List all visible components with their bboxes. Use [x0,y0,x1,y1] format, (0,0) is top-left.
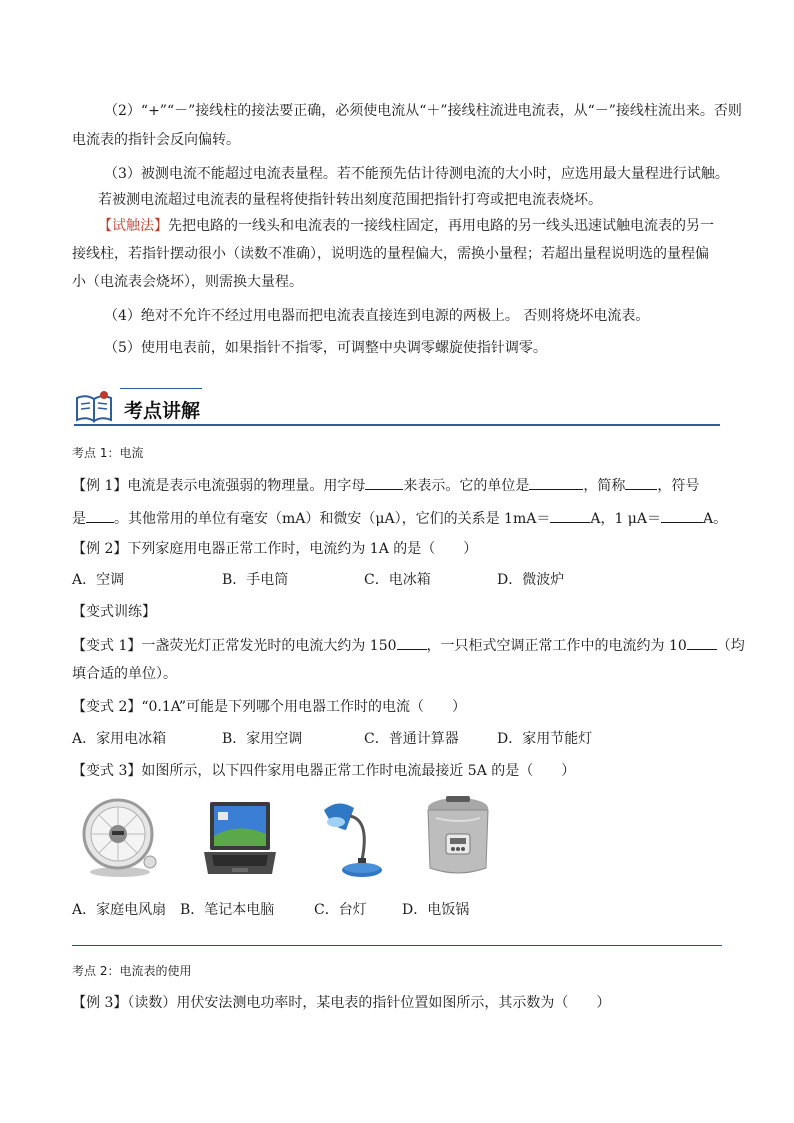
blank-unit[interactable] [529,475,583,490]
key-point-1-label: 考点 1：电流 [72,446,144,460]
example-1-line-2 [72,508,727,529]
example-1-text-d: ，符号 [657,478,700,494]
example-1-text-c: ，简称 [583,478,626,494]
variant-1-text-b: ，一只柜式空调正常工作中的电流约为 10 [426,638,687,654]
trial-method-line-3: 小（电流表会烧坏），则需换大量程。 [72,274,303,290]
key-point-2-label: 考点 2：电流表的使用 [72,964,192,978]
variant-2-option-a[interactable]: A．家用电冰箱 [72,731,167,747]
variant-3-option-a[interactable]: A．家庭电风扇 [72,902,167,918]
rice-cooker-image [420,794,496,880]
heading-underline [74,424,720,426]
blank-symbol-unit[interactable] [86,508,114,523]
laptop-image [202,800,278,878]
note-3-line-1: （3）被测电流不能超过电流表量程。若不能预先估计待测电流的大小时，应选用最大量程进行试触。 [104,166,729,182]
section-divider [72,945,722,946]
variant-1-line-2: 填合适的单位）。 [72,666,177,682]
example-1-text-h: A。 [703,511,728,527]
note-5: （5）使用电表前，如果指针不指零，可调整中央调零螺旋使指针调零。 [104,340,547,356]
variant-2-question: 【变式 2】“0.1A”可能是下列哪个用电器工作时的电流（ ） [72,699,466,715]
variant-2-option-c[interactable]: C．普通计算器 [364,731,459,747]
example-1-text-b: 来表示。它的单位是 [403,478,530,494]
example-1-text-a: 【例 1】电流是表示电流强弱的物理量。用字母 [72,478,366,494]
section-heading [74,386,720,426]
variant-1-text-c: （均 [716,638,745,654]
blank-ma[interactable] [550,508,590,523]
variant-2-option-b[interactable]: B．家用空调 [222,731,303,747]
desk-lamp-image [318,798,384,880]
blank-short-name[interactable] [625,475,657,490]
example-1-text-f: 。其他常用的单位有毫安（mA）和微安（μA），它们的关系是 1mA＝ [114,511,551,527]
electric-fan-image [80,796,158,878]
variant-1-text-a: 【变式 1】一盏荧光灯正常发光时的电流大约为 150 [72,638,397,654]
blank-ac-unit[interactable] [687,635,717,650]
variant-training-title: 【变式训练】 [72,604,156,620]
trial-method-text-1: 先把电路的一线头和电流表的一接线柱固定，再用电路的另一线头迅速试触电流表的另一 [168,218,714,234]
variant-3-option-d[interactable]: D．电饭锅 [402,902,470,918]
example-3-question: 【例 3】（读数）用伏安法测电功率时，某电表的指针位置如图所示，其示数为（ ） [72,995,611,1011]
trial-method-line-2: 接线柱，若指针摆动很小（读数不准确），说明选的量程偏大，需换小量程；若超出量程说明选的量程偏 [72,246,709,262]
trial-method-label: 【试触法】 [98,218,168,234]
variant-3-question: 【变式 3】如图所示，以下四件家用电器正常工作时电流最接近 5A 的是（ ） [72,763,576,779]
trial-method-line-1 [98,216,714,236]
heading-top-rule [120,388,202,389]
note-3-line-2: 若被测电流超过电流表的量程将使指针转出刻度范围把指针打弯或把电流表烧坏。 [98,192,602,208]
note-2-line-2: 电流表的指针会反向偏转。 [72,132,240,148]
example-1-text-e: 是 [72,511,86,527]
blank-lamp-unit[interactable] [397,635,427,650]
variant-3-option-c[interactable]: C．台灯 [314,902,367,918]
blank-symbol[interactable] [365,475,403,490]
example-1-text-g: A，1 μA＝ [590,511,662,527]
variant-3-option-b[interactable]: B．笔记本电脑 [180,902,275,918]
example-1-line-1 [72,475,699,496]
note-4: （4）绝对不允许不经过用电器而把电流表直接连到电源的两极上。 否则将烧坏电流表。 [104,308,650,324]
example-2-option-c[interactable]: C．电冰箱 [364,572,431,588]
example-2-option-a[interactable]: A．空调 [72,572,125,588]
variant-1-line-1 [72,635,745,656]
example-2-option-d[interactable]: D．微波炉 [497,572,565,588]
example-2-option-b[interactable]: B．手电筒 [222,572,289,588]
section-title: 考点讲解 [124,400,201,422]
example-2-question: 【例 2】下列家庭用电器正常工作时，电流约为 1A 的是（ ） [72,541,478,557]
blank-ua[interactable] [661,508,703,523]
book-icon [74,390,114,424]
note-2-line-1: （2）“+”“－”接线柱的接法要正确，必须使电流从“＋”接线柱流进电流表，从“－”接线柱流出来。否则 [104,103,742,119]
variant-2-option-d[interactable]: D．家用节能灯 [497,731,593,747]
